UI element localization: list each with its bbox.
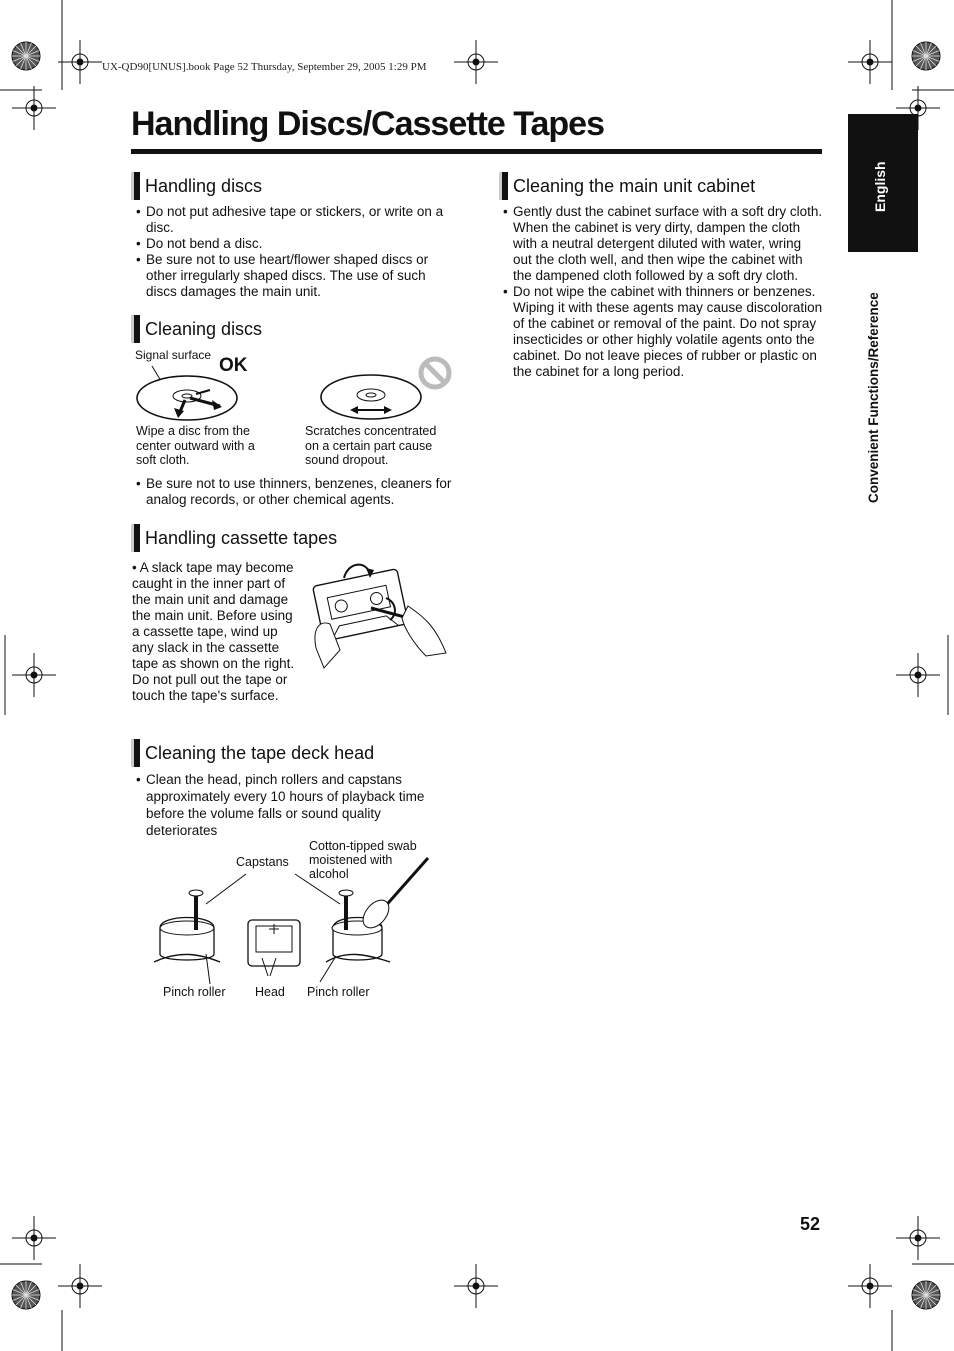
handling-discs-list (136, 204, 458, 300)
disc-wipe-illustration (130, 360, 250, 430)
heading-marker (131, 739, 140, 767)
section-heading-handling-tapes (131, 524, 337, 552)
cabinet-list (503, 204, 823, 380)
section-heading-cabinet (499, 172, 755, 200)
list-item: • Be sure not to use heart/flower shaped discs or other irregularly shaped discs. The use of such discs damages the main unit. (136, 252, 458, 300)
cleaning-discs-list (136, 476, 458, 508)
tape-slack-text: A slack tape may become caught in the inner part of the main unit and damage the main unit. Before using a cassette tape, wind up any slack in the cassette tape as shown on the right. Do not pull out the tape or touch the tape's surface. (132, 560, 295, 703)
list-item: • Do not put adhesive tape or stickers, or write on a disc. (136, 204, 458, 236)
book-header: UX-QD90[UNUS].book Page 52 Thursday, September 29, 2005 1:29 PM (102, 61, 427, 73)
pinch-roller-left-label: Pinch roller (163, 985, 226, 999)
heading-marker (131, 524, 140, 552)
cassette-illustration (296, 558, 456, 678)
ok-label: OK (219, 355, 248, 376)
heading-text: Handling cassette tapes (145, 528, 338, 548)
list-item: • Do not bend a disc. (136, 236, 458, 252)
heading-marker (131, 315, 140, 343)
heading-text: Handling discs (145, 176, 263, 196)
heading-text: Cleaning discs (145, 319, 263, 339)
wipe-caption: Wipe a disc from the center outward with a soft cloth. (136, 424, 255, 467)
title-rule (131, 149, 822, 154)
list-item: • Do not wipe the cabinet with thinners or benzenes. Wiping it with these agents may cause discoloration of the cabinet or removal of the paint. Do not spray insecticides or other highly volatile agents onto the cabinet. Do not leave pieces of rubber or plastic on the cabinet for a long period. (503, 284, 823, 380)
list-item: • Clean the head, pinch rollers and capstans approximately every 10 hours of playback time before the volume falls or sound quality deteriorates (136, 771, 448, 839)
signal-surface-label: Signal surface (135, 348, 212, 362)
tape-head-list (136, 771, 448, 839)
scratch-caption: Scratches concentrated on a certain part cause sound dropout. (305, 424, 437, 467)
list-item: • Gently dust the cabinet surface with a soft dry cloth. When the cabinet is very dirty, dampen the cloth with a neutral detergent diluted with water, wring out the cloth well, and then wipe the cabinet with the dampened cloth followed by a soft dry cloth. (503, 204, 823, 284)
section-heading-tape-head (131, 739, 374, 767)
page-number: 52 (800, 1214, 821, 1234)
heading-text: Cleaning the tape deck head (145, 743, 375, 763)
chapter-label: Convenient Functions/Reference (866, 292, 881, 503)
disc-scratch-illustration (316, 355, 456, 425)
heading-text: Cleaning the main unit cabinet (513, 176, 756, 196)
heading-marker (499, 172, 508, 200)
capstans-label: Capstans (236, 855, 289, 869)
head-label: Head (255, 985, 285, 999)
pinch-roller-right-label: Pinch roller (307, 985, 370, 999)
section-heading-cleaning-discs (131, 315, 262, 343)
language-tab (848, 114, 918, 252)
bullet-glyph: • (132, 560, 140, 575)
section-heading-handling-discs (131, 172, 262, 200)
list-item: • Be sure not to use thinners, benzenes, cleaners for analog records, or other chemical agents. (136, 476, 458, 508)
tape-head-illustration (150, 858, 450, 988)
heading-marker (131, 172, 140, 200)
language-tab-label: English (872, 161, 888, 212)
page-title: Handling Discs/Cassette Tapes (131, 105, 604, 143)
swab-label: Cotton-tipped swab moistened with alcohol (309, 839, 417, 881)
